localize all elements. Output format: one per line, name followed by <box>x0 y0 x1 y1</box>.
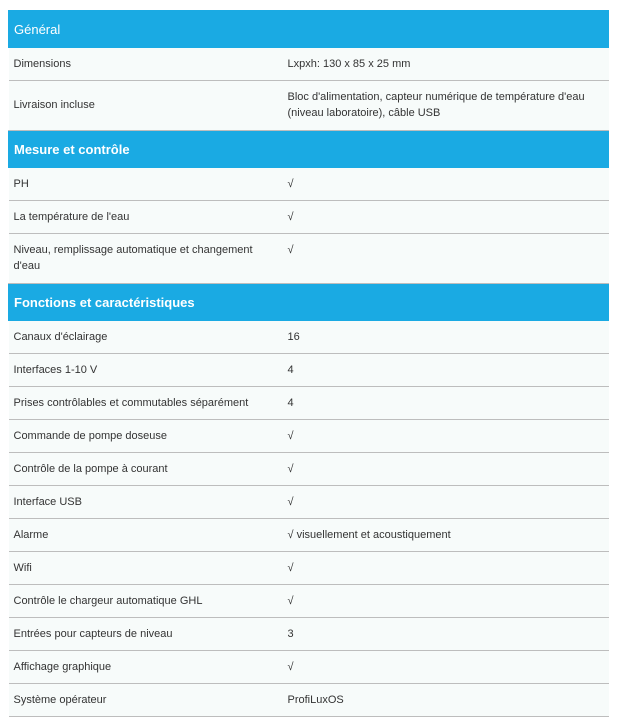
table-row <box>9 81 609 131</box>
table-row <box>9 684 609 717</box>
row-label: PH <box>9 168 282 201</box>
table-row <box>9 453 609 486</box>
row-value: √ <box>282 168 609 201</box>
table-row <box>9 168 609 201</box>
table-row <box>9 519 609 552</box>
section-title: Mesure et contrôle <box>9 131 609 168</box>
row-value: Lxpxh: 130 x 85 x 25 mm <box>282 48 609 81</box>
row-value: √ <box>282 585 609 618</box>
row-value: ProfiLuxOS <box>282 684 609 717</box>
row-label: Wifi <box>9 552 282 585</box>
row-value: √ <box>282 234 609 284</box>
row-label: Canaux d'éclairage <box>9 321 282 354</box>
section-title: Général <box>9 11 609 48</box>
table-row <box>9 618 609 651</box>
row-value: √ <box>282 651 609 684</box>
row-value: 4 <box>282 387 609 420</box>
row-value: √ <box>282 552 609 585</box>
row-label: Affichage graphique <box>9 651 282 684</box>
section-title: Fonctions et caractéristiques <box>9 284 609 321</box>
table-row <box>9 321 609 354</box>
row-label: Système opérateur <box>9 684 282 717</box>
row-value: 4 <box>282 354 609 387</box>
table-row <box>9 552 609 585</box>
row-value: 16 <box>282 321 609 354</box>
row-label: Niveau, remplissage automatique et changement d'eau <box>9 234 282 284</box>
table-row <box>9 585 609 618</box>
row-label: Dimensions <box>9 48 282 81</box>
table-row <box>9 201 609 234</box>
section-header-fonctions <box>9 284 609 321</box>
table-row <box>9 48 609 81</box>
table-row <box>9 387 609 420</box>
table-row <box>9 486 609 519</box>
row-value: 3 <box>282 618 609 651</box>
row-value: √ <box>282 201 609 234</box>
table-row <box>9 354 609 387</box>
row-label: Contrôle de la pompe à courant <box>9 453 282 486</box>
table-row <box>9 234 609 284</box>
table-row <box>9 651 609 684</box>
row-label: Alarme <box>9 519 282 552</box>
row-value: √ <box>282 486 609 519</box>
section-header-general <box>9 11 609 48</box>
row-label: Commande de pompe doseuse <box>9 420 282 453</box>
section-header-mesure <box>9 131 609 168</box>
row-label: Entrées pour capteurs de niveau <box>9 618 282 651</box>
row-value: Bloc d'alimentation, capteur numérique de température d'eau (niveau laboratoire), câble USB <box>282 81 609 131</box>
row-label: Interfaces 1-10 V <box>9 354 282 387</box>
row-label: Livraison incluse <box>9 81 282 131</box>
row-value: √ <box>282 453 609 486</box>
row-value: √ visuellement et acoustiquement <box>282 519 609 552</box>
row-label: Prises contrôlables et commutables séparément <box>9 387 282 420</box>
table-row <box>9 420 609 453</box>
row-value: √ <box>282 420 609 453</box>
row-label: La température de l'eau <box>9 201 282 234</box>
spec-table <box>8 10 609 717</box>
row-label: Contrôle le chargeur automatique GHL <box>9 585 282 618</box>
row-label: Interface USB <box>9 486 282 519</box>
